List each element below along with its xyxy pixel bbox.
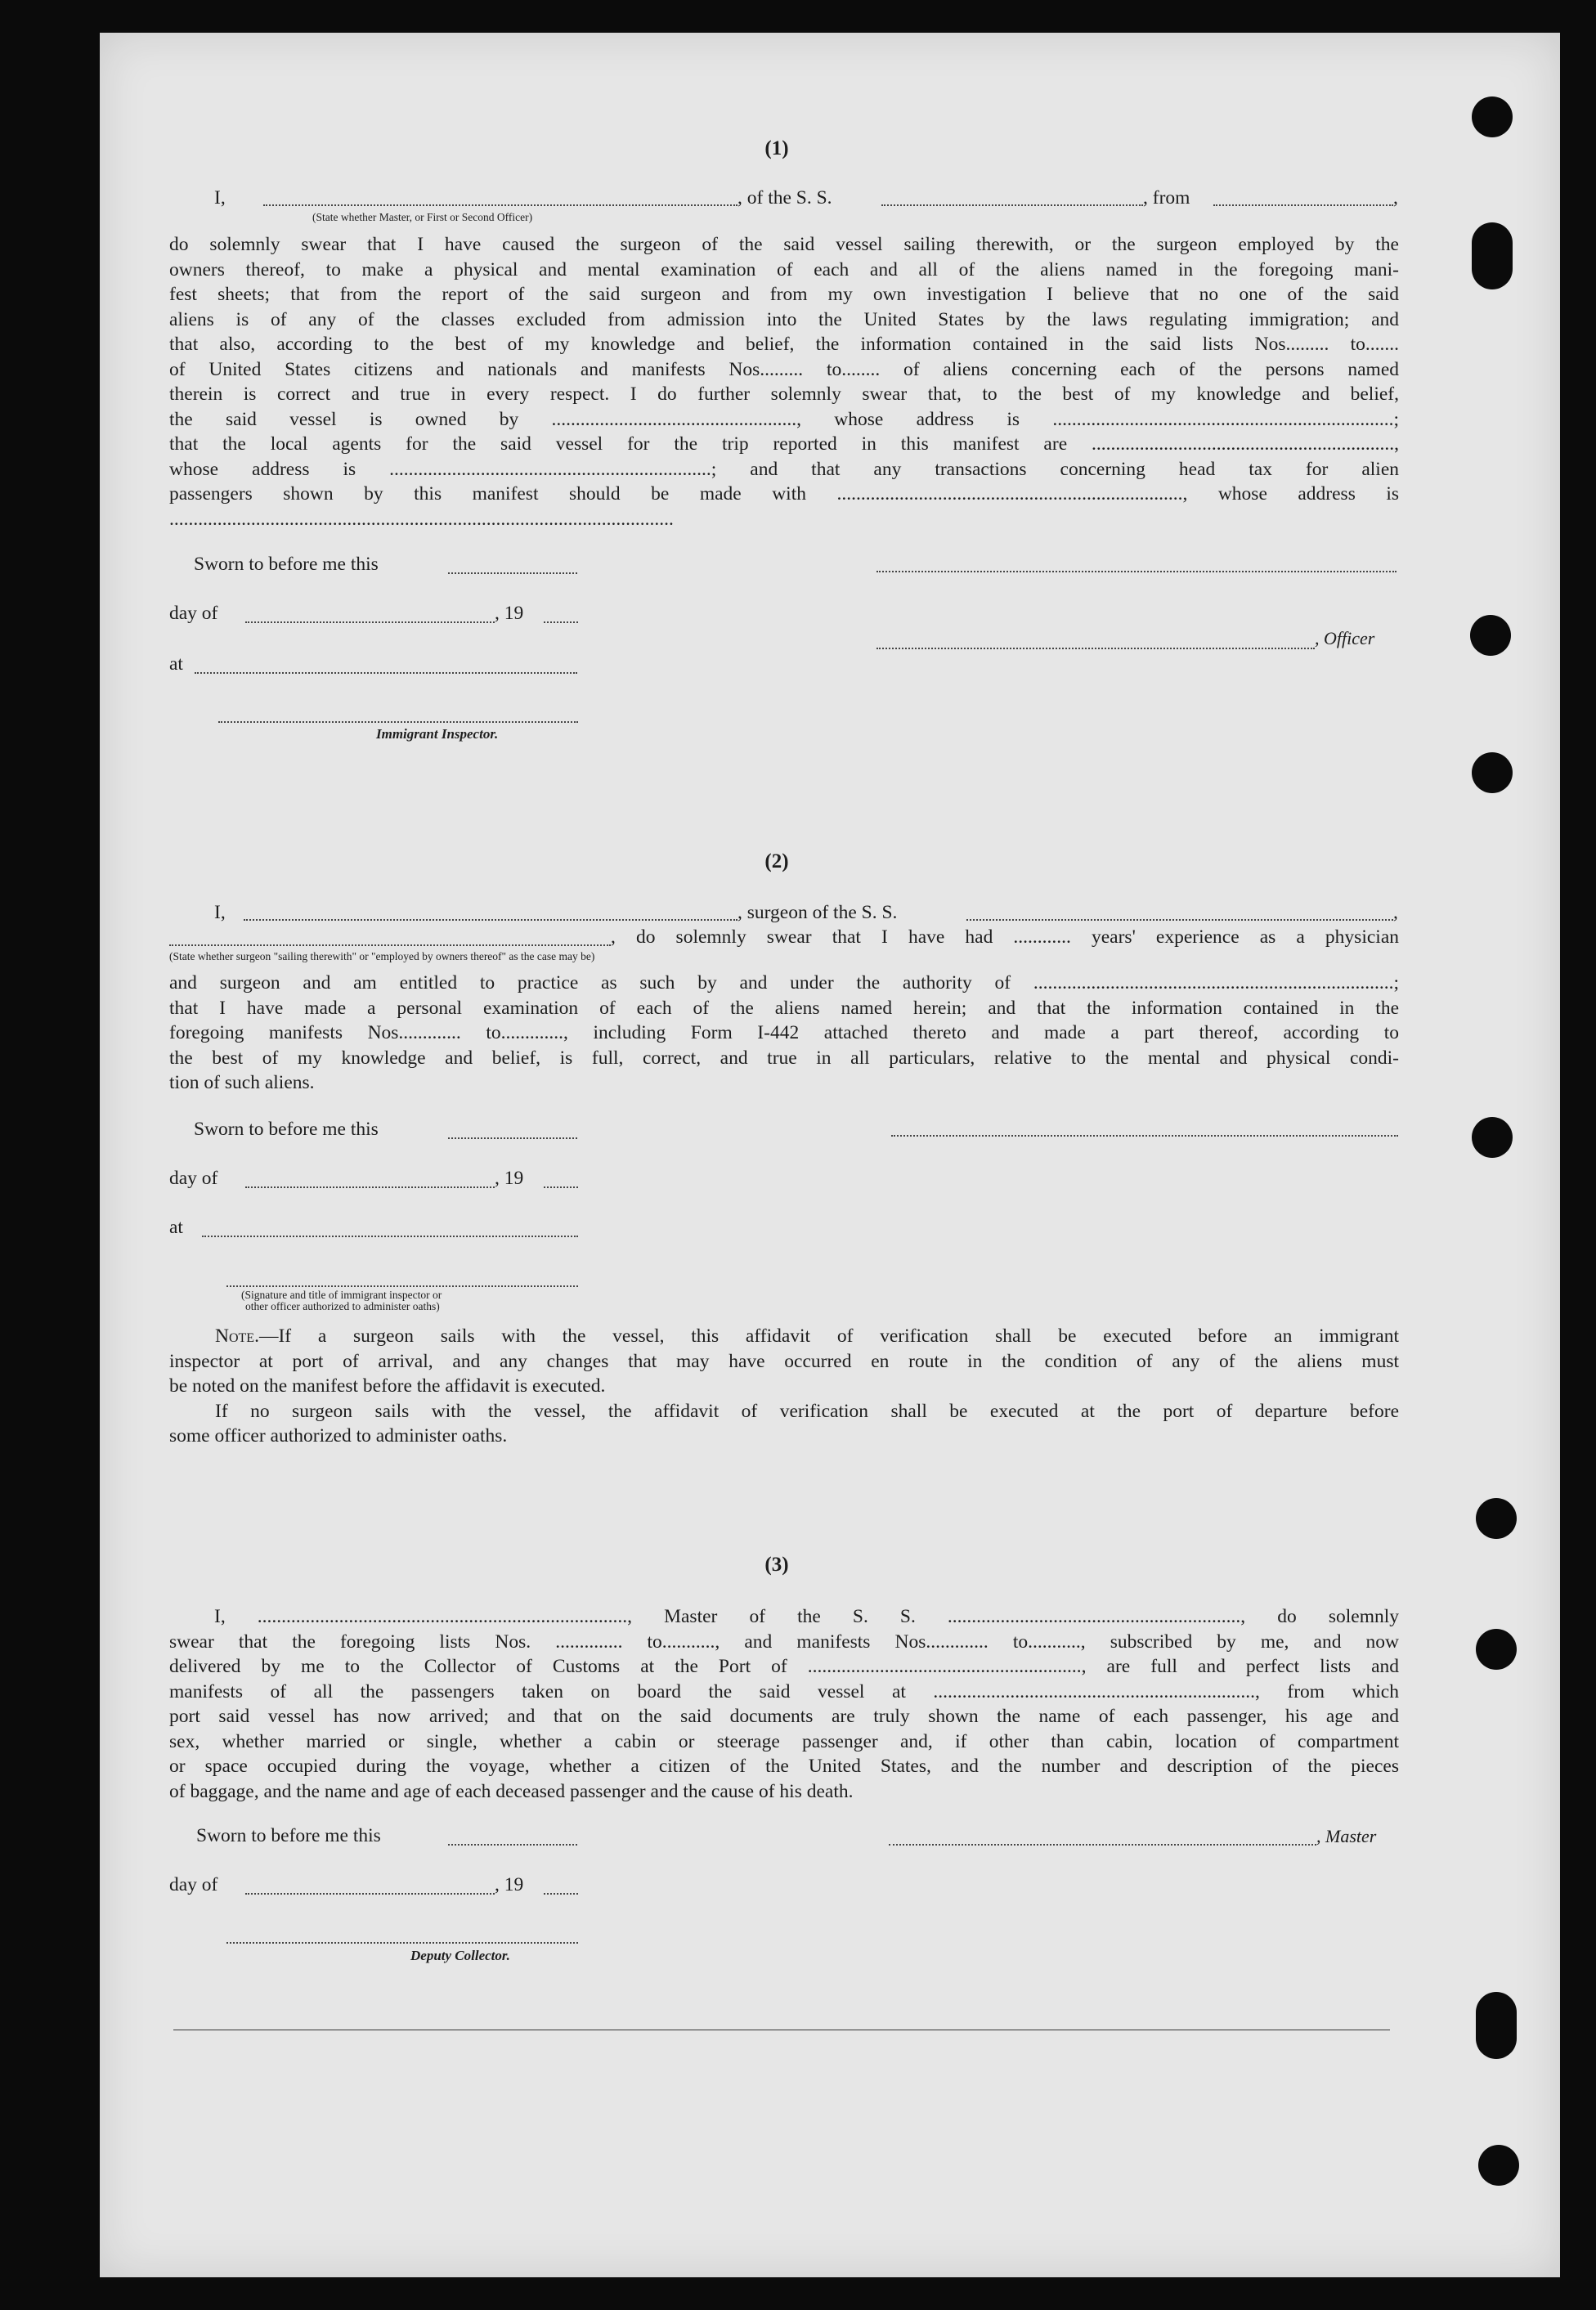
section-1-comma: , (1393, 187, 1398, 209)
binder-hole-5 (1472, 1117, 1513, 1158)
binder-hole-3 (1470, 615, 1511, 656)
binder-hole-6 (1476, 1498, 1517, 1539)
section-3-master-blank (889, 1844, 1316, 1846)
section-2-line-4: that I have made a personal examination of each of the aliens named herein; and that the information contained in the (169, 997, 1399, 1019)
section-3-nineteen: , 19 (495, 1874, 524, 1895)
section-3-sworn-blank (448, 1844, 577, 1846)
section-2-vessel-blank (966, 919, 1393, 921)
section-2-at-blank (202, 1236, 578, 1237)
section-1-signature-blank (876, 571, 1396, 572)
section-2-line-5: foregoing manifests Nos............. to............., including Form I-442 attached thereto and made a part thereof, according to (169, 1022, 1399, 1043)
section-2-line-6: the best of my knowledge and belief, is full, correct, and true in all particulars, relative to the mental and physical condi- (169, 1047, 1399, 1069)
section-1-number: (1) (764, 137, 789, 159)
section-1-line-12: ......................................................................................................... (169, 508, 674, 530)
section-3-sworn: Sworn to before me this (196, 1825, 381, 1846)
section-1-inspector-caption: Immigrant Inspector. (376, 726, 499, 742)
binder-hole-1 (1472, 96, 1513, 137)
section-2-note-line-3: be noted on the manifest before the affidavit is executed. (169, 1375, 606, 1397)
section-3-line-1: I, ............................................................................., Master of the S. S. ............................................................., do solemnly (214, 1606, 1399, 1627)
section-3-line-7: or space occupied during the voyage, whether a citizen of the United States, and the number and description of the pieces (169, 1756, 1399, 1777)
section-1-sworn: Sworn to before me this (194, 554, 379, 575)
section-2-note-line-5: some officer authorized to administer oaths. (169, 1425, 508, 1447)
section-3-day-blank (245, 1893, 495, 1895)
section-2-note-line-1 (169, 1324, 1399, 1349)
section-3-line-3: delivered by me to the Collector of Customs at the Port of ........................................................., are full and perfect lists and (169, 1656, 1399, 1677)
binder-hole-4 (1472, 752, 1513, 793)
section-1-line-7: therein is correct and true in every respect. I do further solemnly swear that, to the best of my knowledge and belief, (169, 384, 1399, 405)
section-3-collector-blank (226, 1942, 578, 1944)
section-1-oath-text (169, 232, 1399, 532)
binder-hole-2 (1472, 222, 1513, 289)
section-2-sworn-blank (448, 1137, 577, 1139)
section-2-line-3: and surgeon and am entitled to practice as such by and under the authority of ...........................................................................; (169, 972, 1399, 994)
section-1-from-blank (1213, 204, 1393, 206)
section-2-name-blank (244, 919, 737, 921)
section-3-line-2: swear that the foregoing lists Nos. .............. to..........., and manifests Nos............. to..........., subscribed by me, and now (169, 1630, 1399, 1653)
section-2-signature-blank (891, 1135, 1398, 1137)
section-1-ss: , of the S. S. (737, 187, 832, 209)
binder-hole-7 (1476, 1629, 1517, 1670)
section-2-signature-caption-2: other officer authorized to administer oaths) (245, 1300, 440, 1312)
section-2-inspector-blank (226, 1285, 578, 1287)
section-1-line-8: the said vessel is owned by ..................................................., whose address is .......................................................................; (169, 408, 1399, 430)
section-1-line-11: passengers shown by this manifest should be made with ........................................................................, whose address is (169, 483, 1399, 505)
section-1-from: , from (1143, 187, 1190, 209)
section-2-signature-caption-1: (Signature and title of immigrant inspector or (241, 1289, 442, 1301)
section-2-oath-text (169, 971, 1399, 1096)
section-3-line-5: port said vessel has now arrived; and that on the said documents are truly shown the name of each passenger, his age and (169, 1706, 1399, 1727)
section-3-line-4: manifests of all the passengers taken on board the said vessel at ..................................................................., from which (169, 1680, 1399, 1702)
section-2-nineteen: , 19 (495, 1168, 524, 1189)
section-2-line-2: , do solemnly swear that I have had ............ years' experience as a physician (611, 926, 1399, 948)
section-1-day-of: day of (169, 603, 218, 624)
section-3-oath-text (169, 1604, 1399, 1804)
section-1-line-3: fest sheets; that from the report of the said surgeon and from my own investigation I believe that no one of the said (169, 284, 1399, 305)
binder-hole-8 (1476, 1992, 1517, 2059)
section-2-status-blank (169, 944, 611, 946)
binder-hole-9 (1478, 2145, 1519, 2186)
section-1-master-caption: (State whether Master, or First or Second Officer) (312, 211, 533, 223)
section-1-line-9: that the local agents for the said vessel for the trip reported in this manifest are ..............................................................., (169, 433, 1399, 455)
section-1-at: at (169, 653, 183, 675)
section-1-line-2: owners thereof, to make a physical and mental examination of each and all of the aliens named in the foregoing mani- (169, 258, 1399, 280)
section-1-line-4: aliens is of any of the classes excluded from admission into the United States by the laws regulating immigration; and (169, 308, 1399, 330)
section-2-note (169, 1324, 1399, 1449)
section-1-line-1: do solemnly swear that I have caused the surgeon of the said vessel sailing therewith, or the surgeon employed by the (169, 234, 1399, 255)
section-1-at-blank (195, 672, 577, 674)
section-1-inspector-blank (218, 721, 578, 723)
section-3-master-label: , Master (1316, 1826, 1377, 1846)
section-3-day-of: day of (169, 1874, 218, 1895)
section-2-day-blank (245, 1186, 495, 1188)
section-1-line-5: that also, according to the best of my knowledge and belief, the information contained in the said lists Nos......... to....... (169, 334, 1399, 355)
section-1-officer-label: , Officer (1315, 628, 1375, 648)
section-1-line-6: of United States citizens and nationals and manifests Nos......... to........ of aliens concerning each of the persons named (169, 358, 1399, 380)
section-2-line-7: tion of such aliens. (169, 1072, 315, 1093)
section-2-year-blank (544, 1186, 578, 1188)
section-1-day-blank (245, 621, 495, 623)
section-1-year-blank (544, 621, 578, 623)
section-3-line-8: of baggage, and the name and age of each deceased passenger and the cause of his death. (169, 1780, 854, 1802)
section-2-at: at (169, 1217, 183, 1238)
section-1-line-10: whose address is ...................................................................; and that any transactions concerning head tax for alien (169, 458, 1399, 480)
section-3-number: (3) (764, 1554, 789, 1576)
section-2-note-line-4: If no surgeon sails with the vessel, the affidavit of verification shall be executed at the port of departure before (215, 1400, 1399, 1422)
section-1-name-blank (263, 204, 737, 206)
section-2-surgeon-caption: (State whether surgeon "sailing therewith" or "employed by owners thereof" as the case may be) (169, 950, 595, 962)
section-2-note-line-2: inspector at port of arrival, and any changes that may have occurred en route in the condition of any of the aliens must (169, 1350, 1399, 1372)
section-1-sworn-blank (448, 572, 577, 574)
section-2-sworn: Sworn to before me this (194, 1119, 379, 1140)
section-2-number: (2) (764, 850, 789, 872)
section-3-line-6: sex, whether married or single, whether a cabin or steerage passenger and, if other than cabin, location of compartment (169, 1730, 1399, 1752)
section-2-i: I, (214, 902, 226, 923)
section-1-vessel-blank (881, 204, 1143, 206)
note-line-1-text: —If a surgeon sails with the vessel, this affidavit of verification shall be executed before an immigrant (258, 1325, 1399, 1347)
section-2-surgeon-ss: , surgeon of the S. S. (737, 902, 898, 923)
section-1-officer-blank (876, 648, 1315, 649)
section-1-i: I, (214, 187, 226, 209)
section-3-year-blank (544, 1893, 578, 1895)
section-1-nineteen: , 19 (495, 603, 524, 624)
section-3-collector-caption: Deputy Collector. (410, 1948, 510, 1963)
section-2-day-of: day of (169, 1168, 218, 1189)
section-2-comma: , (1393, 902, 1398, 923)
note-label: Note. (215, 1325, 259, 1347)
